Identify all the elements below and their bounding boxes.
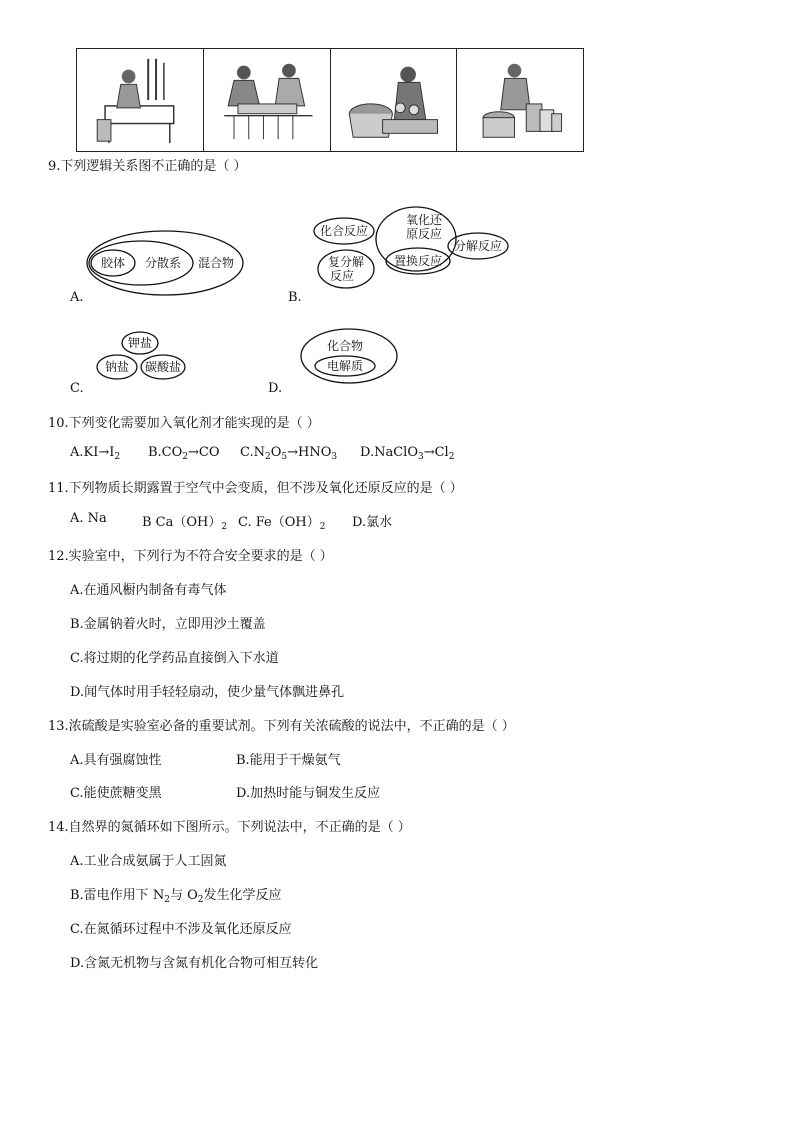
q9-b-decomposition-label: 分解反应 bbox=[453, 239, 503, 253]
q14-stem: 14.自然界的氮循环如下图所示。下列说法中，不正确的是（ ） bbox=[48, 820, 411, 835]
q10-option-b: $B.CO_2\to CO$ bbox=[148, 445, 220, 462]
q9-option-a-label: A. bbox=[70, 290, 84, 305]
q9-diagram-a bbox=[85, 225, 245, 297]
q14-option-a: A.工业合成氨属于人工固氮 bbox=[70, 854, 227, 869]
q11-option-b: B $Ca(OH)_2$ bbox=[142, 515, 228, 532]
q10-stem: 10.下列变化需要加入氧化剂才能实现的是（ ） bbox=[48, 416, 320, 431]
illustration-strip bbox=[76, 48, 584, 152]
q9-b-displacement-label: 置换反应 bbox=[393, 254, 443, 268]
q9-option-d-label: D. bbox=[268, 381, 283, 396]
q10-option-a: $A.KI\to I_2$ bbox=[70, 445, 121, 462]
illustration-1 bbox=[77, 49, 204, 151]
q10-option-d: $D.NaClO_3\to Cl_2$ bbox=[360, 445, 455, 462]
q9-c-sodium-label: 钠盐 bbox=[104, 360, 130, 374]
q9-b-combination-label: 化合反应 bbox=[319, 224, 369, 238]
q13-stem: 13.浓硫酸是实验室必备的重要试剂。下列有关浓硫酸的说法中，不正确的是（ ） bbox=[48, 719, 515, 734]
q9-b-redox-label-line2: 原反应 bbox=[405, 227, 443, 241]
q13-option-c: C.能使蔗糖变黑 bbox=[70, 786, 162, 801]
q14-option-c: C.在氮循环过程中不涉及氧化还原反应 bbox=[70, 922, 292, 937]
q9-diagram-b bbox=[312, 205, 512, 293]
q12-option-c: C.将过期的化学药品直接倒入下水道 bbox=[70, 651, 279, 666]
q9-c-potassium-label: 钾盐 bbox=[127, 336, 153, 350]
q9-d-compound-label: 化合物 bbox=[326, 339, 364, 353]
q11-option-c: C. $Fe(OH)_2$ bbox=[238, 515, 326, 532]
q10-option-c: $C.N_2O_5\to HNO_3$ bbox=[240, 445, 338, 462]
q12-option-a: A.在通风橱内制备有毒气体 bbox=[70, 583, 227, 598]
q14-option-d: D.含氮无机物与含氮有机化合物可相互转化 bbox=[70, 956, 319, 971]
illustration-2 bbox=[204, 49, 331, 151]
q11-stem: 11.下列物质长期露置于空气中会变质，但不涉及氧化还原反应的是（ ） bbox=[48, 481, 463, 496]
q9-a-outer-label: 混合物 bbox=[197, 256, 235, 270]
q12-stem: 12.实验室中，下列行为不符合安全要求的是（ ） bbox=[48, 549, 333, 564]
q9-option-b-label: B. bbox=[288, 290, 302, 305]
q9-a-middle-label: 分散系 bbox=[144, 256, 182, 270]
q9-b-double-decomp-line2: 反应 bbox=[329, 269, 355, 283]
q12-option-b: B.金属钠着火时，立即用沙土覆盖 bbox=[70, 617, 266, 632]
q11-option-a: A. Na bbox=[70, 511, 107, 526]
q9-b-double-decomp-line1: 复分解 bbox=[327, 255, 365, 269]
q9-stem: 9.下列逻辑关系图不正确的是（ ） bbox=[48, 159, 247, 174]
q13-option-a: A.具有强腐蚀性 bbox=[70, 753, 162, 768]
papermaking-illustration bbox=[77, 49, 203, 151]
q11-option-d: D.氯水 bbox=[352, 515, 393, 530]
q9-a-inner-label: 胶体 bbox=[100, 256, 126, 270]
q9-d-electrolyte-label: 电解质 bbox=[326, 359, 364, 373]
q9-b-redox-label-line1: 氧化还 bbox=[405, 213, 443, 227]
q9-diagram-c bbox=[95, 330, 187, 382]
q9-option-c-label: C. bbox=[70, 381, 84, 396]
q13-option-b: B.能用于干燥氨气 bbox=[236, 753, 341, 768]
illustration-4 bbox=[457, 49, 583, 151]
q12-option-d: D.闻气体时用手轻轻扇动，使少量气体飘进鼻孔 bbox=[70, 685, 345, 700]
q9-diagram-d bbox=[300, 327, 400, 385]
illustration-3 bbox=[331, 49, 458, 151]
q13-option-d: D.加热时能与铜发生反应 bbox=[236, 786, 381, 801]
q14-option-b: B.雷电作用下 $N_2$与 $O_2$发生化学反应 bbox=[70, 888, 282, 905]
q9-c-carbonate-label: 碳酸盐 bbox=[144, 360, 182, 374]
